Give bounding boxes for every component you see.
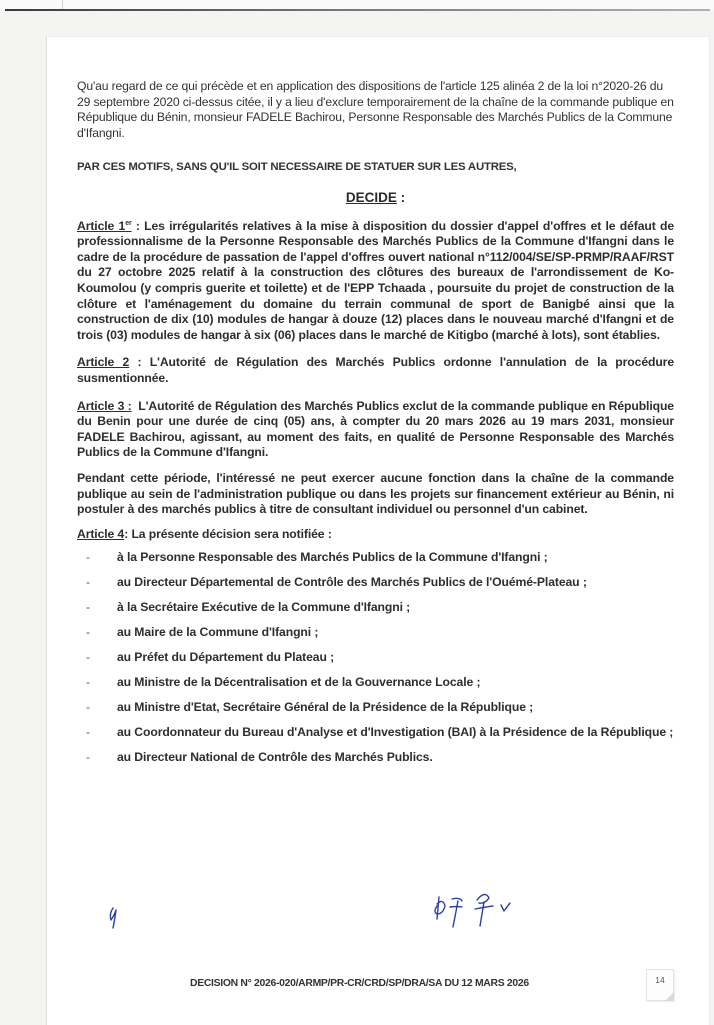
initial-mark-1 [435,897,445,919]
notification-item [77,550,674,566]
notification-text: au Ministre d'Etat, Secrétaire Général de la Présidence de la République ; [117,700,534,715]
notification-item [77,700,674,716]
initial-mark-left [110,908,116,928]
notification-item [77,725,674,741]
notification-list [77,550,674,765]
article-4 [77,527,674,543]
list-bullet: - [86,675,90,690]
article-1 [77,216,674,344]
notification-item [77,575,674,591]
list-bullet: - [86,600,90,615]
notification-item [77,675,674,691]
motifs-heading: PAR CES MOTIFS, SANS QU'IL SOIT NECESSAIRE DE STATUER SUR LES AUTRES, [77,161,517,174]
article-4-text: La présente décision sera notifiée : [131,526,332,541]
list-bullet: - [86,650,90,665]
list-bullet: - [86,550,90,565]
article-1-label-text: Article 1 [77,218,126,233]
article-2-separator: : [129,355,150,370]
article-4-separator: : [124,526,132,541]
footer-decision-reference: DECISION N° 2026-020/ARMP/PR-CR/CRD/SP/DRA/SA DU 12 MARS 2026 [190,978,529,989]
list-bullet: - [86,725,90,740]
document-page [46,36,710,1025]
article-1-text: Les irrégularités relatives à la mise à disposition du dossier d'appel d'offres et le défaut de professionnalisme de la Personne Responsable des Marchés Publics de la Commune d'Ifangni dans le cadre de la procédure de passation de l'appel d'offres ouvert national n°112/004/SE/SP-PRMP/RAAF/RST du 27 octobre 2025 relatif à la construction des clôtures des bureaux de l'arrondissement de Ko-Koumolou (y compris guerite et toilette) et de l'EPP Tchaada , poursuite du projet de construction de la clôture et l'aménagement du domaine du terrain communal de sport de Banigbé ainsi que la construction de dix (10) modules de hangar à douze (12) places dans le nouveau marché d'Ifangni et de trois (03) modules de hangar à six (06) places dans le marché de Kitigbo (marché à lots), sont établies. [77,218,675,342]
notification-text: au Ministre de la Décentralisation et de la Gouvernance Locale ; [117,675,481,690]
page-number-tab [646,969,674,1001]
decide-label: DECIDE [345,189,397,205]
notification-text: au Maire de la Commune d'Ifangni ; [117,625,319,640]
list-bullet: - [86,750,90,765]
article-3-text: L'Autorité de Régulation des Marchés Publics exclut de la commande publique en République du Benin pour une durée de cinq (05) ans, à compter du 20 mars 2026 au 19 mars 2031, monsieur FADELE Bachirou, agissant, au moment des faits, en qualité de Personne Responsable des Marchés Publics de la Commune d'Ifangni. [77,398,674,460]
notification-item [77,600,674,616]
initial-mark-2 [450,898,462,927]
notification-text: au Préfet du Département du Plateau ; [117,650,335,665]
notification-text: au Directeur Départemental de Contrôle des Marchés Publics de l'Ouémé-Plateau ; [117,575,587,590]
page-number: 14 [655,975,665,985]
article-3-label: Article 3 : [77,398,132,413]
article-2-label: Article 2 [77,355,130,370]
list-bullet: - [86,575,90,590]
article-2 [77,355,674,386]
article-3 [77,399,674,461]
intro-paragraph: Qu'au regard de ce qui précède et en application des dispositions de l'article 125 alinéa 2 de la loi n°2020-26 du 29 septembre 2020 ci-dessus citée, il y a lieu d'exclure temporairement de la chaîne de la commande publique en République du Bénin, monsieur FADELE Bachirou, Personne Responsable des Marchés Publics de la Commune d'Ifangni. [77,79,674,140]
notification-text: au Coordonnateur du Bureau d'Analyse et d'Investigation (BAI) à la Présidence de la République ; [117,725,674,740]
decide-heading [77,190,674,206]
page-curl [665,992,674,1001]
article-1-label [77,219,132,233]
article-1-separator: : [131,218,145,233]
viewer-divider [62,0,63,9]
article-2-text: L'Autorité de Régulation des Marchés Publics ordonne l'annulation de la procédure susmentionnée. [77,355,675,385]
article-4-label: Article 4 [77,526,125,541]
notification-item [77,625,674,641]
decide-suffix: : [396,189,406,205]
list-bullet: - [86,700,90,715]
list-bullet: - [86,625,90,640]
initial-mark-4 [501,903,510,911]
article-1-label-sup: er [125,219,132,227]
notification-text: à la Personne Responsable des Marchés Publics de la Commune d'Ifangni ; [117,550,548,565]
page-content [77,79,674,775]
notification-text: au Directeur National de Contrôle des Marchés Publics. [117,750,433,765]
notification-item [77,650,674,666]
initial-mark-3 [475,894,493,926]
notification-item [77,750,674,766]
top-rule [5,9,710,11]
period-paragraph: Pendant cette période, l'intéressé ne peut exercer aucune fonction dans la chaîne de la commande publique au sein de l'administration publique ou dans les projets sur financement extérieur au Bénin, ni postuler à des marchés publics à titre de consultant individuel ou personnel d'un cabinet. [77,470,674,517]
notification-text: à la Secrétaire Exécutive de la Commune d'Ifangni ; [117,600,411,615]
